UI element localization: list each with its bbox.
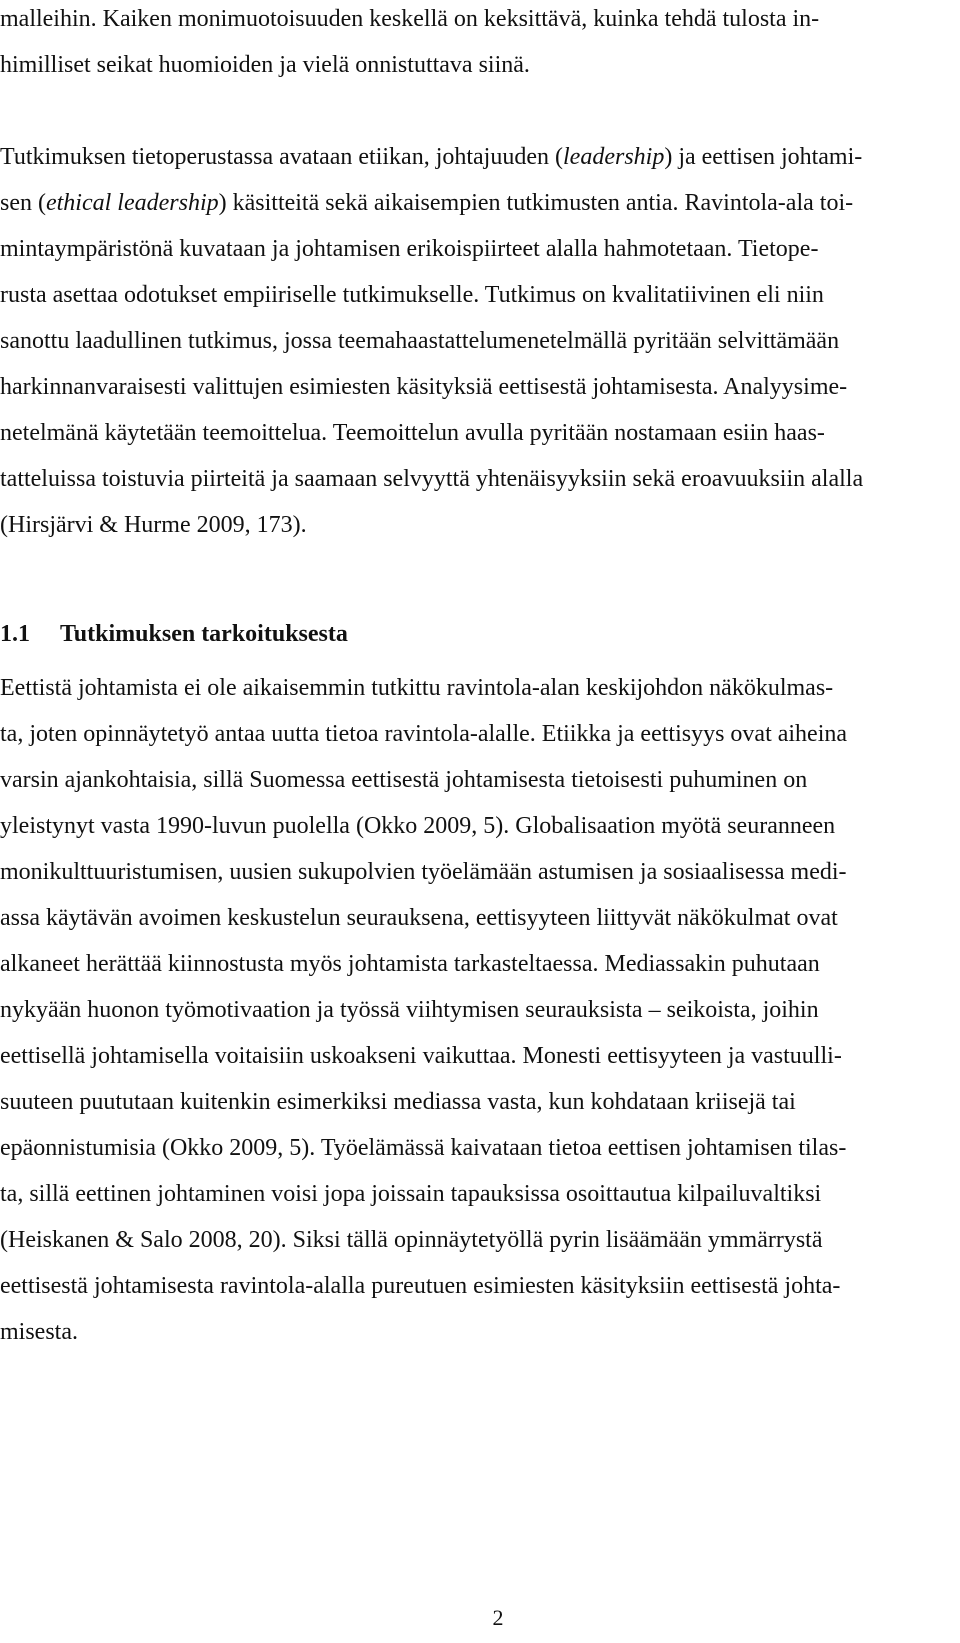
text-line: monikulttuuristumisen, uusien sukupolvien työelämään astumisen ja sosiaalisessa medi-: [0, 859, 847, 885]
text-line: ta, joten opinnäytetyö antaa uutta tietoa ravintola-alalle. Etiikka ja eettisyys ovat aiheina: [0, 721, 848, 747]
text-line: (Hirsjärvi & Hurme 2009, 173).: [0, 512, 307, 538]
italic-term-ethical-leadership: ethical leadership: [45, 190, 219, 216]
section-number: 1.1: [0, 621, 30, 647]
text-run: sen (: [0, 190, 46, 216]
text-line: nykyään huonon työmotivaation ja työssä viihtymisen seurauksista – seikoista, joihin: [0, 997, 819, 1023]
text-line: Eettistä johtamista ei ole aikaisemmin tutkittu ravintola-alan keskijohdon näkökulmas-: [0, 675, 834, 701]
text-line: [0, 180, 930, 226]
text-line: mintaympäristönä kuvataan ja johtamisen erikoispiirteet alalla hahmotetaan. Tietope-: [0, 236, 819, 262]
page-number-container: [0, 1604, 960, 1632]
text-line: tatteluissa toistuvia piirteitä ja saamaan selvyyttä yhtenäisyyksiin sekä eroavuuksiin alalla: [0, 466, 864, 492]
page-number: 2: [492, 1605, 504, 1630]
text-line: himilliset seikat huomioiden ja vielä onnistuttava siinä.: [0, 52, 530, 78]
text-line: harkinnanvaraisesti valittujen esimiesten käsityksiä eettisestä johtamisesta. Analyysime-: [0, 374, 848, 400]
text-line: yleistynyt vasta 1990-luvun puolella (Okko 2009, 5). Globalisaation myötä seuranneen: [0, 813, 836, 839]
paragraph-purpose: [0, 665, 930, 1355]
text-line: assa käytävän avoimen keskustelun seurauksena, eettisyyteen liittyvät näkökulmat ovat: [0, 905, 838, 931]
text-line: sanottu laadullinen tutkimus, jossa teemahaastattelumenetelmällä pyritään selvittämään: [0, 328, 840, 354]
text-run: Tutkimuksen tietoperustassa avataan etiikan, johtajuuden (: [0, 144, 563, 170]
text-line: netelmänä käytetään teemoittelua. Teemoittelun avulla pyritään nostamaan esiin haas-: [0, 420, 825, 446]
text-line: (Heiskanen & Salo 2008, 20). Siksi tällä opinnäytetyöllä pyrin lisäämään ymmärrystä: [0, 1227, 823, 1253]
paragraph-intro: [0, 0, 930, 88]
text-line: malleihin. Kaiken monimuotoisuuden keskellä on keksittävä, kuinka tehdä tulosta in-: [0, 6, 820, 32]
italic-term-leadership: leadership: [563, 144, 665, 170]
text-run: ) ja eettisen johtami-: [664, 144, 863, 170]
text-line: suuteen puututaan kuitenkin esimerkiksi mediassa vasta, kun kohdataan kriisejä tai: [0, 1089, 796, 1115]
section-title: Tutkimuksen tarkoituksesta: [60, 621, 348, 647]
text-line: ta, sillä eettinen johtaminen voisi jopa joissain tapauksissa osoittautua kilpailuvaltiksi: [0, 1181, 822, 1207]
section-heading: [0, 618, 348, 650]
text-line: misesta.: [0, 1319, 78, 1345]
text-line: alkaneet herättää kiinnostusta myös johtamista tarkasteltaessa. Mediassakin puhutaan: [0, 951, 820, 977]
text-line: rusta asettaa odotukset empiiriselle tutkimukselle. Tutkimus on kvalitatiivinen eli niin: [0, 282, 824, 308]
text-line: eettisellä johtamisella voitaisiin uskoakseni vaikuttaa. Monesti eettisyyteen ja vastuulli-: [0, 1043, 842, 1069]
text-line: eettisestä johtamisesta ravintola-alalla pureutuen esimiesten käsityksiin eettisestä johta-: [0, 1273, 841, 1299]
text-line: epäonnistumisia (Okko 2009, 5). Työelämässä kaivataan tietoa eettisen johtamisen tilas-: [0, 1135, 847, 1161]
text-line: [0, 134, 930, 180]
text-line: varsin ajankohtaisia, sillä Suomessa eettisestä johtamisesta tietoisesti puhuminen on: [0, 767, 808, 793]
text-run: ) käsitteitä sekä aikaisempien tutkimusten antia. Ravintola-ala toi-: [218, 190, 854, 216]
paragraph-research-basis: [0, 134, 930, 548]
